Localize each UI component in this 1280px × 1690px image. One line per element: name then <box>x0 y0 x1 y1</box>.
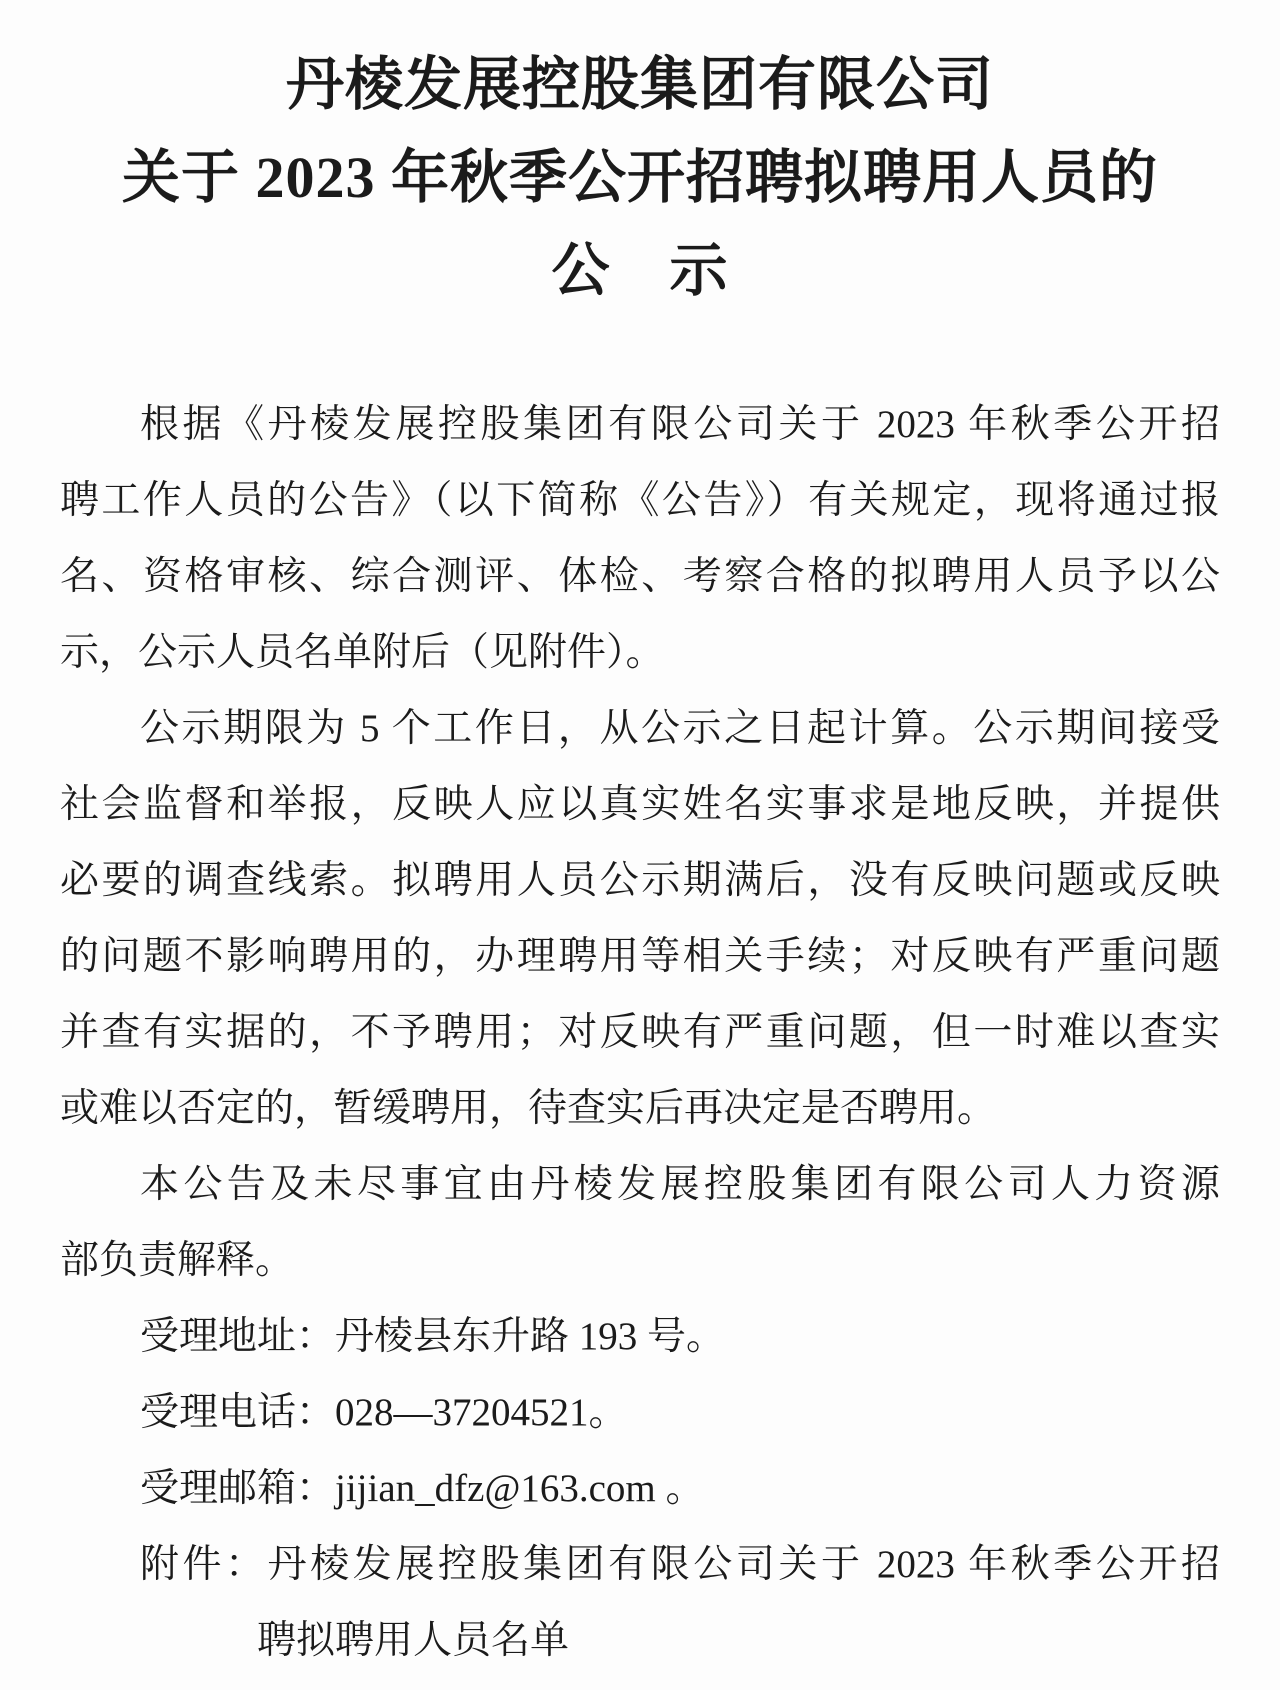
body-line: 或难以否定的，暂缓聘用，待查实后再决定是否聘用。 <box>60 1087 997 1130</box>
attachment-line-continuation: 聘拟聘用人员名单 <box>257 1619 570 1662</box>
attachment-line: 附件：丹棱发展控股集团有限公司关于 2023 年秋季公开招 <box>140 1543 1220 1586</box>
body-line: 聘工作人员的公告》（以下简称《公告》）有关规定，现将通过报 <box>60 479 1220 522</box>
title-company-name: 丹棱发展控股集团有限公司 <box>285 52 994 117</box>
body-line: 并查有实据的，不予聘用；对反映有严重问题，但一时难以查实 <box>60 1011 1220 1054</box>
contact-email-line: 受理邮箱：jijian_dfz@163.com 。 <box>140 1467 705 1510</box>
body-line: 必要的调查线索。拟聘用人员公示期满后，没有反映问题或反映 <box>60 859 1220 902</box>
body-line: 部负责解释。 <box>60 1239 295 1282</box>
contact-address-line: 受理地址：丹棱县东升路 193 号。 <box>140 1315 726 1358</box>
body-line: 公示期限为 5 个工作日，从公示之日起计算。公示期间接受 <box>140 707 1220 750</box>
body-line: 根据《丹棱发展控股集团有限公司关于 2023 年秋季公开招 <box>140 403 1220 446</box>
document-title <box>60 38 1220 317</box>
body-line: 的问题不影响聘用的，办理聘用等相关手续；对反映有严重问题 <box>60 935 1220 978</box>
body-line: 示，公示人员名单附后（见附件）。 <box>60 631 665 674</box>
body-line: 名、资格审核、综合测评、体检、考察合格的拟聘用人员予以公 <box>60 555 1220 598</box>
body-line: 本公告及未尽事宜由丹棱发展控股集团有限公司人力资源 <box>140 1163 1220 1206</box>
title-announcement-word: 公 示 <box>551 238 729 303</box>
contact-phone-line: 受理电话：028—37204521。 <box>140 1391 628 1434</box>
document-body <box>60 387 1220 1679</box>
title-subject: 关于 2023 年秋季公开招聘拟聘用人员的 <box>121 145 1158 210</box>
body-line: 社会监督和举报，反映人应以真实姓名实事求是地反映，并提供 <box>60 783 1220 826</box>
